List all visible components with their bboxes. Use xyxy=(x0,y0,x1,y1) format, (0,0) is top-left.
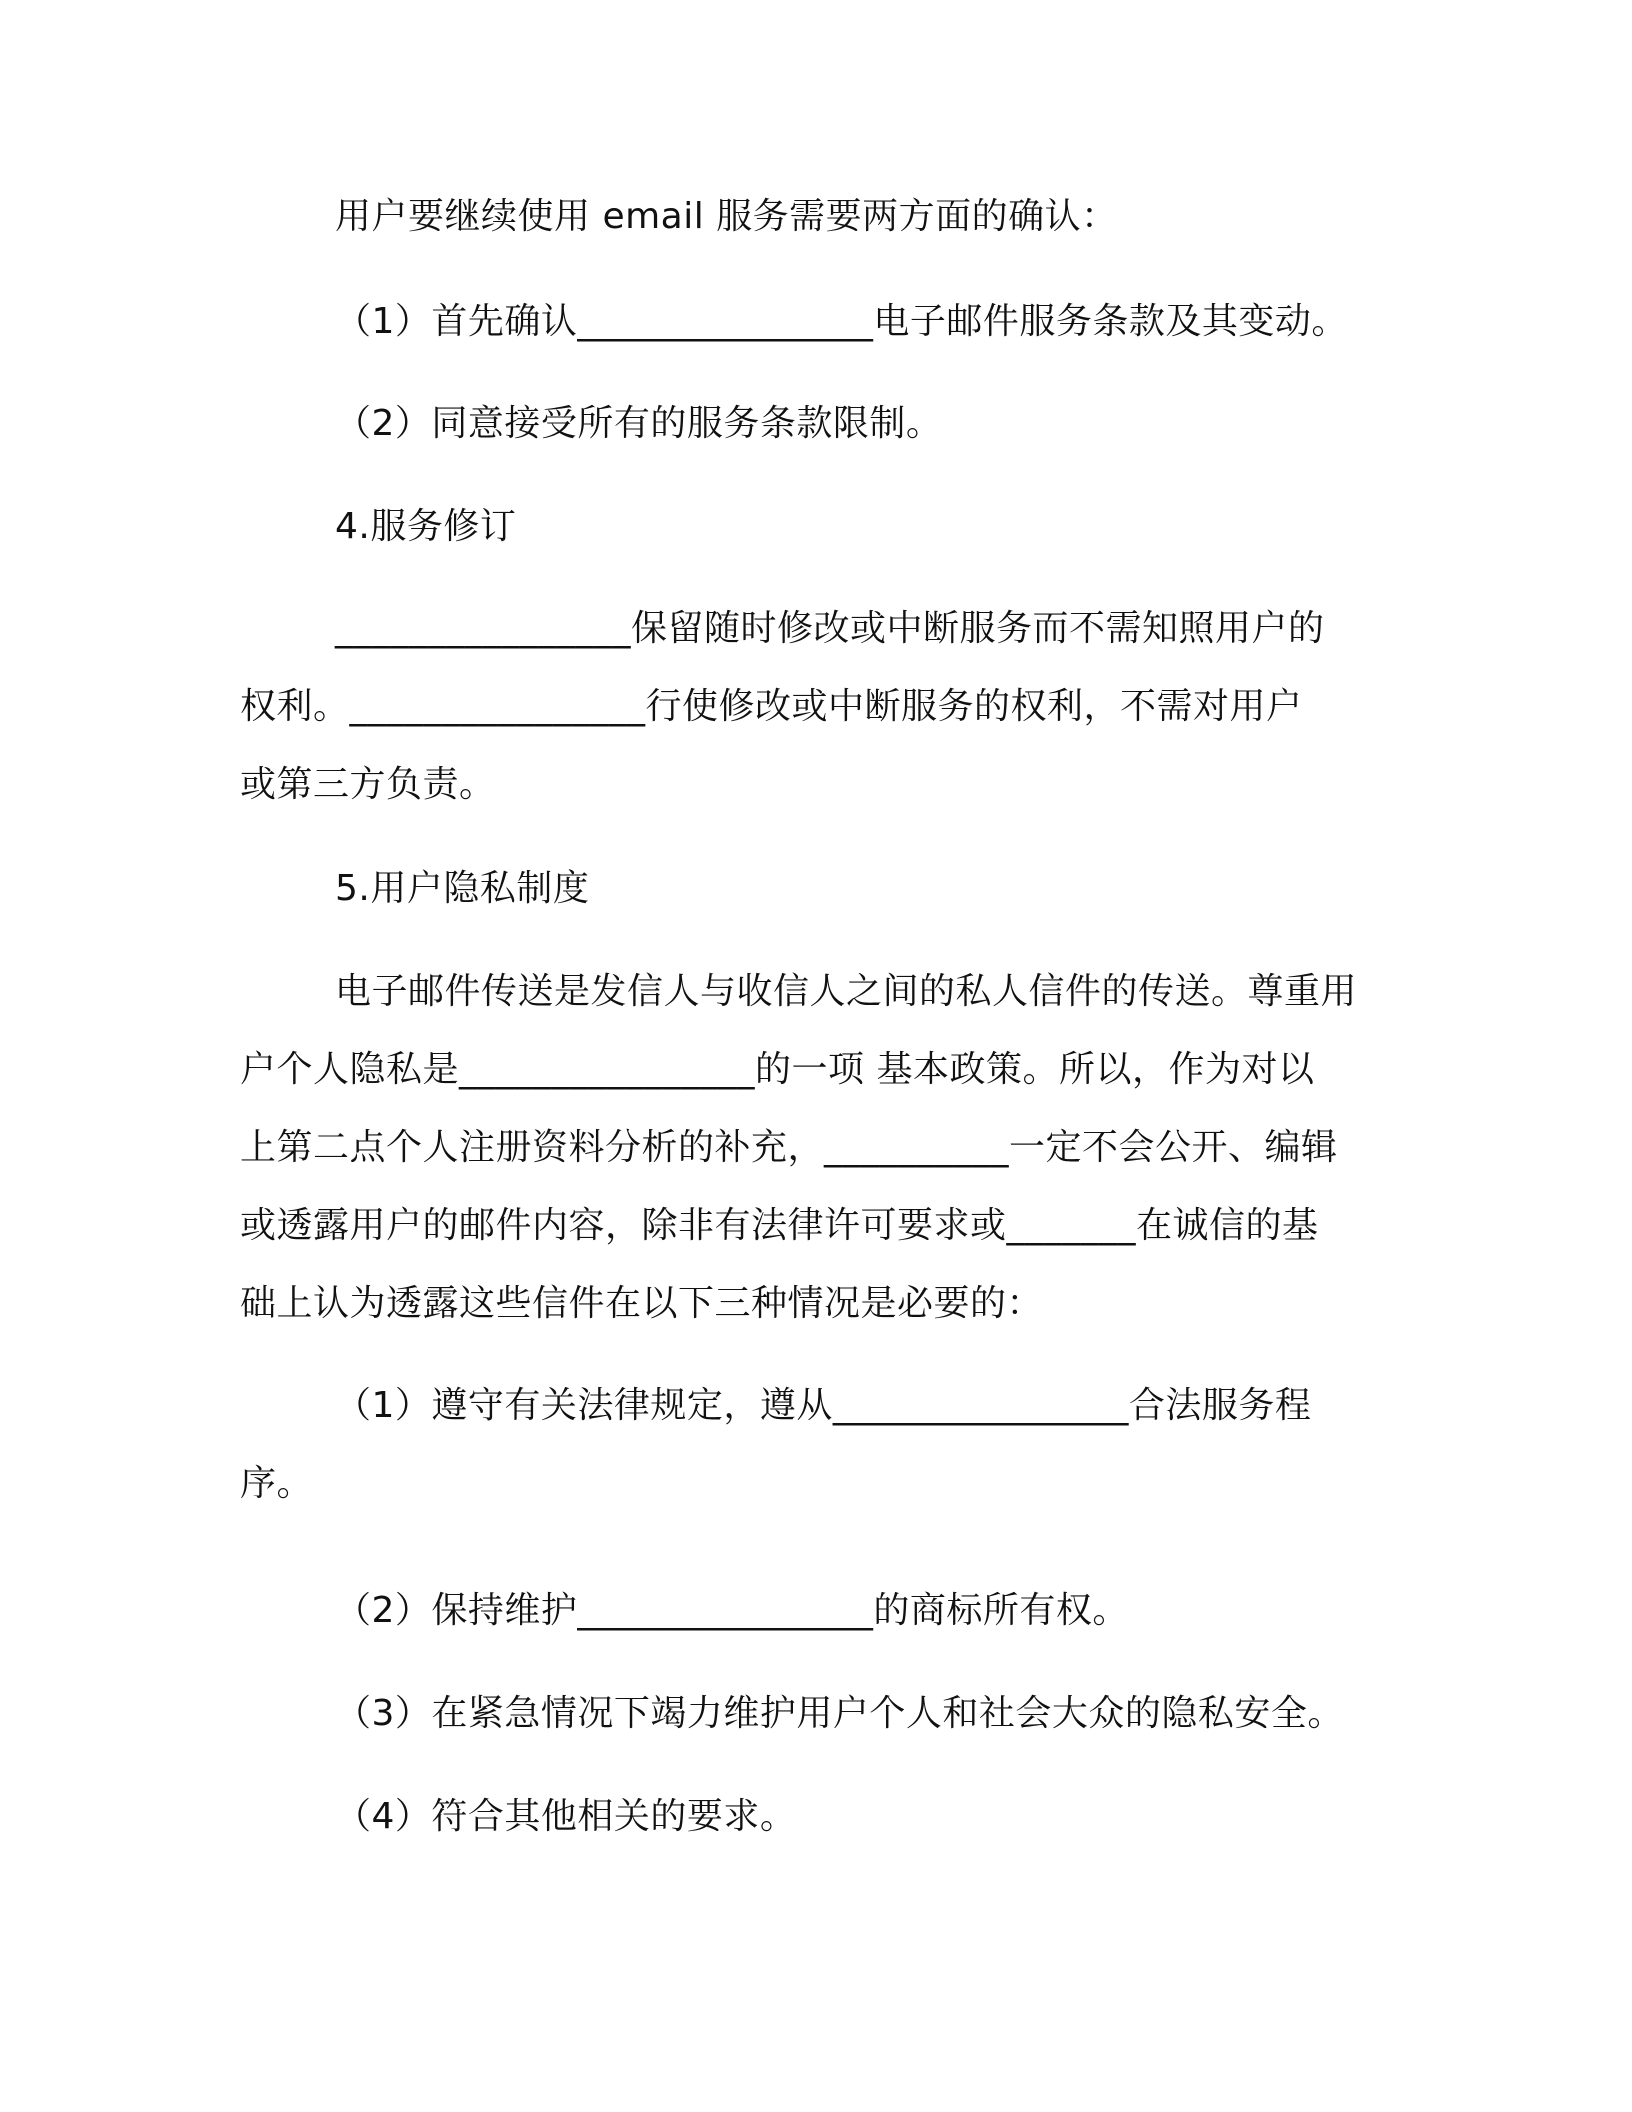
section-5-line-3: 上第二点个人注册资料分析的补充，__________一定不会公开、编辑 xyxy=(240,1127,1338,1168)
section-5-heading: 5.用户隐私制度 xyxy=(335,868,590,909)
section-5-line-4: 或透露用户的邮件内容，除非有法律许可要求或_______在诚信的基 xyxy=(240,1205,1319,1246)
section-5-paragraph xyxy=(240,953,1390,1343)
case-1-line-1: （1）遵守有关法律规定，遵从________________合法服务程 xyxy=(335,1385,1312,1426)
confirm-item-2: （2）同意接受所有的服务条款限制。 xyxy=(335,403,943,444)
section-4-heading: 4.服务修订 xyxy=(335,506,517,547)
section-4-line-2: 权利。________________行使修改或中断服务的权利，不需对用户 xyxy=(240,686,1303,727)
section-5-line-1: 电子邮件传送是发信人与收信人之间的私人信件的传送。尊重用 xyxy=(335,971,1358,1012)
intro-line: 用户要继续使用 email 服务需要两方面的确认： xyxy=(335,196,1118,237)
case-item-4: （4）符合其他相关的要求。 xyxy=(335,1796,797,1837)
section-4-line-1: ________________保留随时修改或中断服务而不需知照用户的 xyxy=(335,608,1325,649)
case-1-line-2: 序。 xyxy=(240,1463,314,1504)
confirm-item-1: （1）首先确认________________电子邮件服务条款及其变动。 xyxy=(335,301,1348,342)
section-5-line-5: 础上认为透露这些信件在以下三种情况是必要的： xyxy=(240,1283,1044,1324)
case-item-1 xyxy=(240,1367,1390,1523)
section-4-line-3: 或第三方负责。 xyxy=(240,764,496,805)
section-4-paragraph xyxy=(240,590,1390,824)
case-item-2: （2）保持维护________________的商标所有权。 xyxy=(335,1590,1129,1631)
section-5-line-2: 户个人隐私是________________的一项 基本政策。所以，作为对以 xyxy=(240,1049,1315,1090)
case-item-3: （3）在紧急情况下竭力维护用户个人和社会大众的隐私安全。 xyxy=(335,1693,1344,1734)
